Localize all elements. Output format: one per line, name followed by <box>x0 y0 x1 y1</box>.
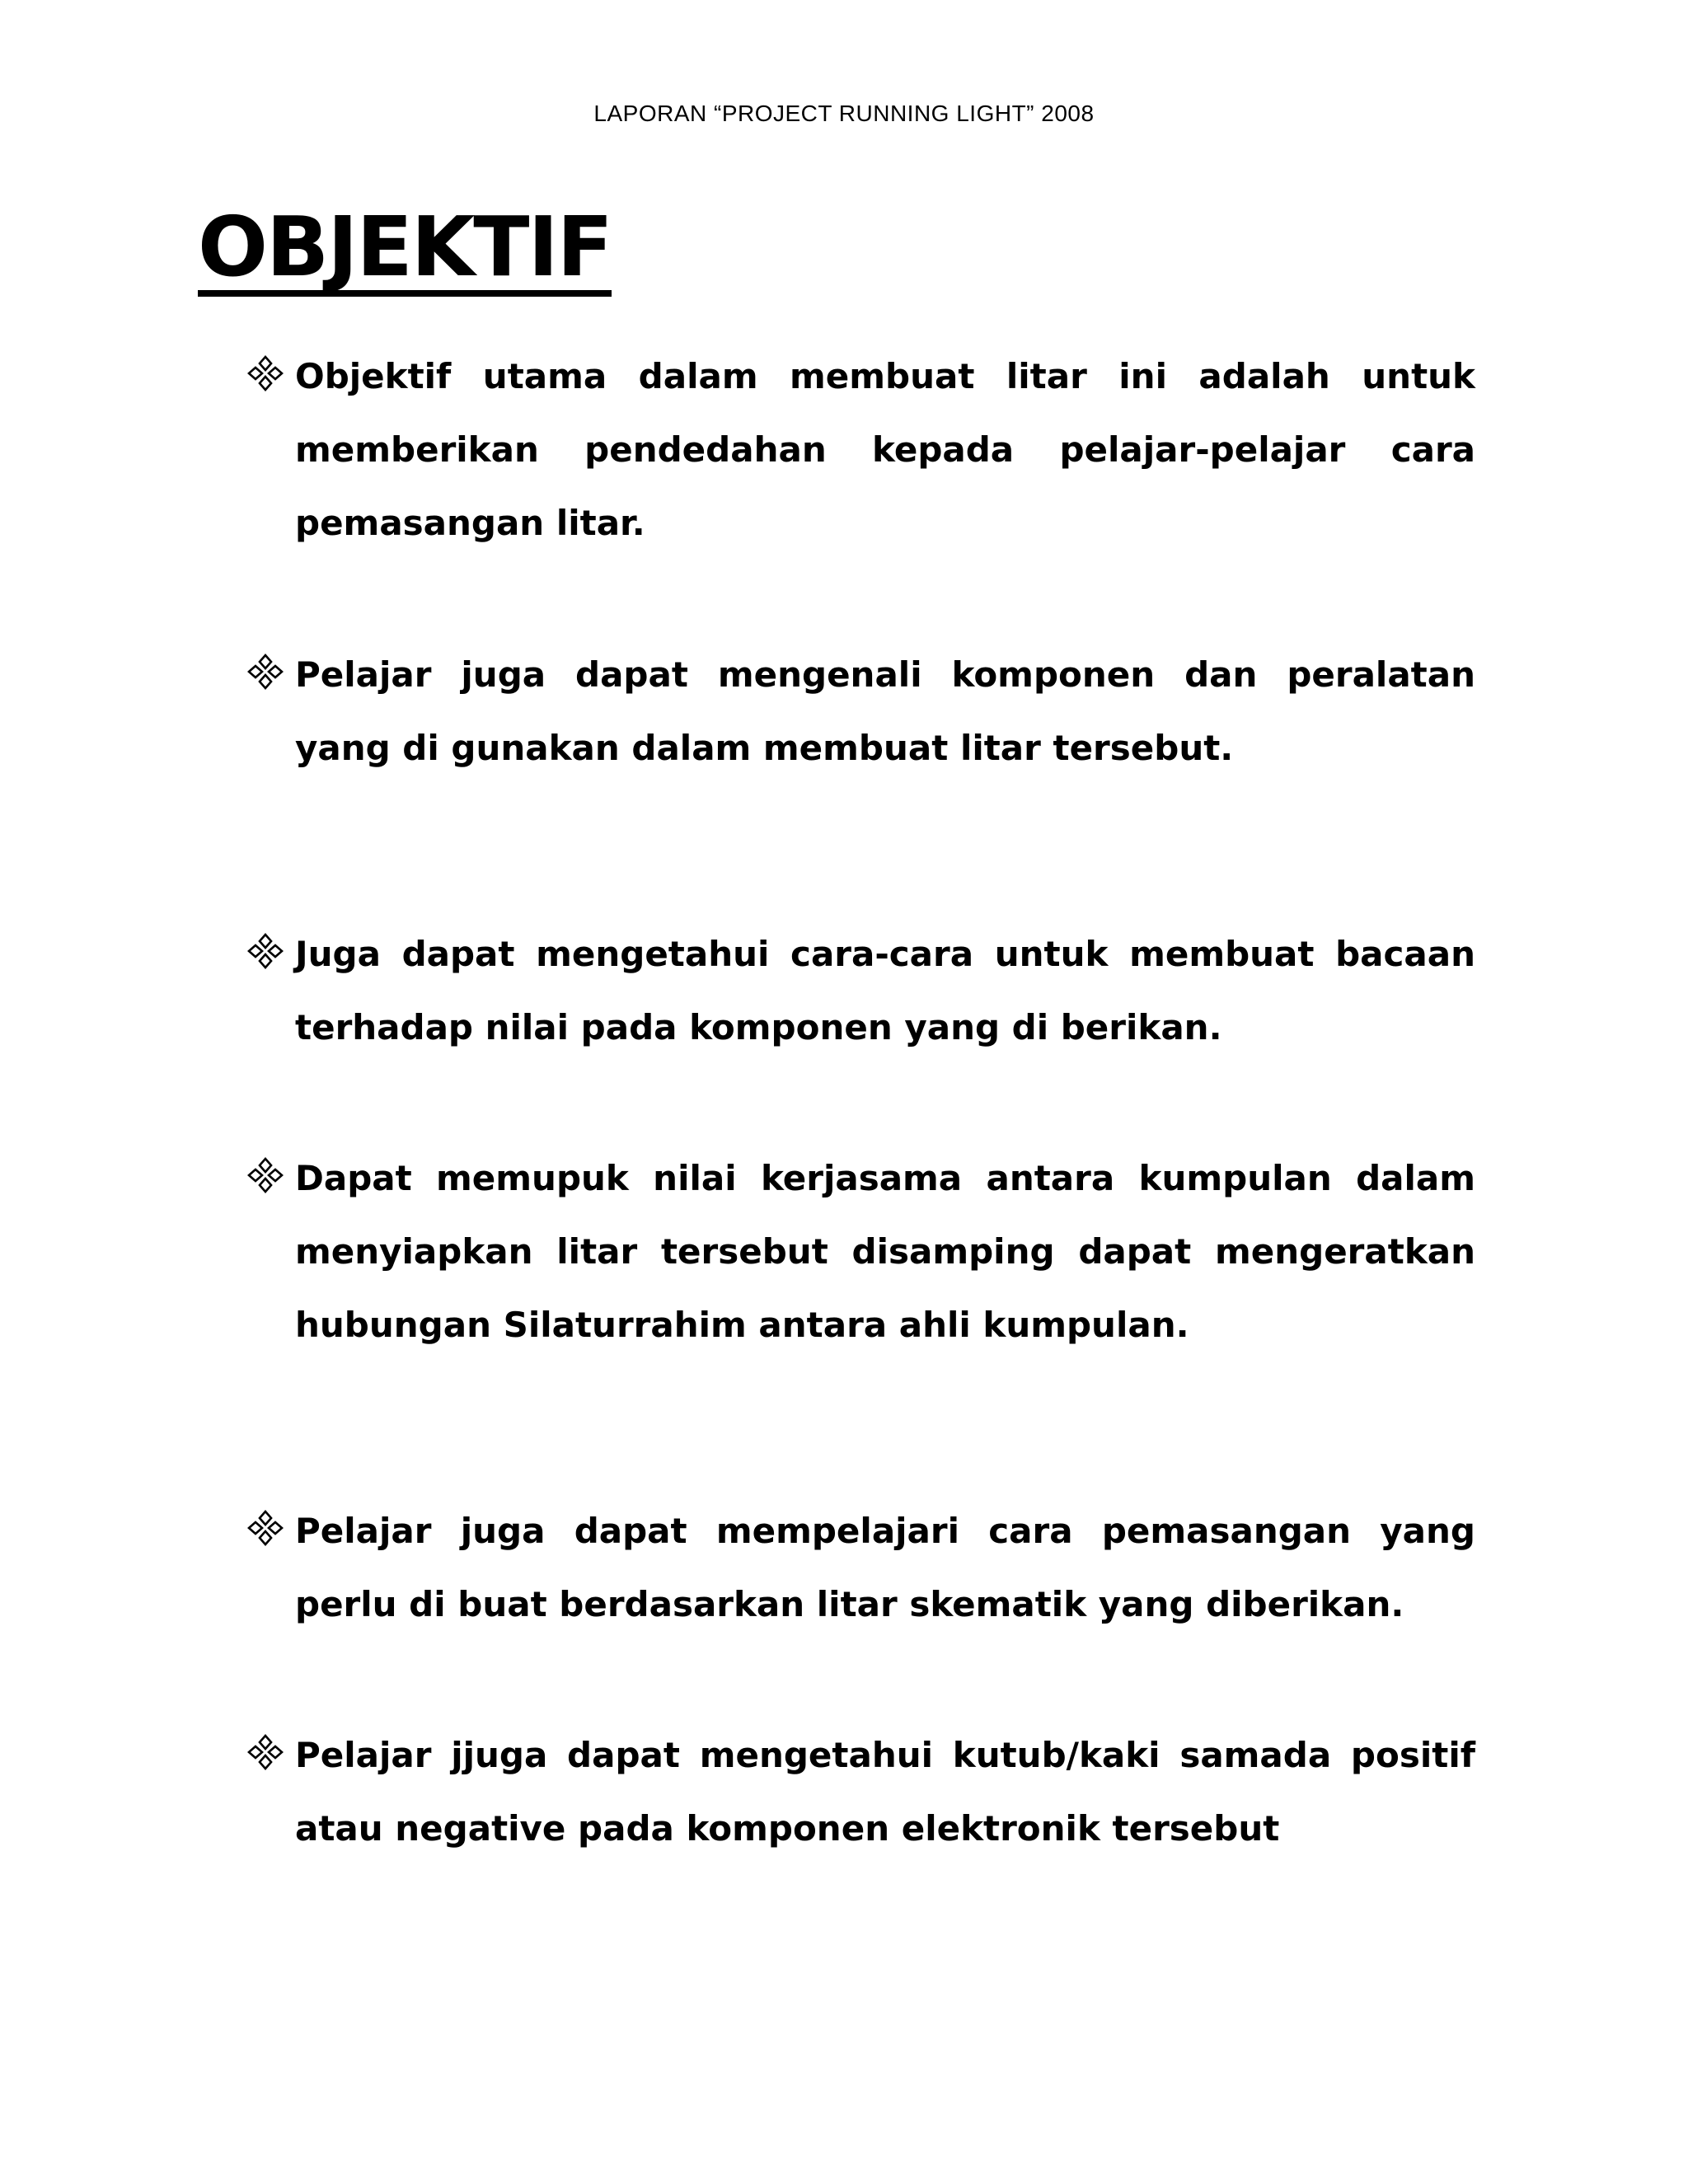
list-item <box>247 340 1475 560</box>
list-item-text: Pelajar jjuga dapat mengetahui kutub/kaki samada positif atau negative pada komponen elektronik tersebut <box>295 1735 1475 1849</box>
four-diamond-bullet-icon <box>247 355 284 391</box>
four-diamond-bullet-icon <box>247 1510 284 1546</box>
list-item-text: Pelajar juga dapat mengenali komponen dan peralatan yang di gunakan dalam membuat litar tersebut. <box>295 654 1475 768</box>
page-header: LAPORAN “PROJECT RUNNING LIGHT” 2008 <box>593 101 1095 126</box>
four-diamond-bullet-icon <box>247 1734 284 1770</box>
list-item-text: Objektif utama dalam membuat litar ini adalah untuk memberikan pendedahan kepada pelajar-pelajar cara pemasangan litar. <box>295 356 1475 543</box>
four-diamond-bullet-icon <box>247 1157 284 1193</box>
list-item <box>247 1718 1475 1865</box>
page-title: OBJEKTIF <box>198 199 612 295</box>
list-item-text: Dapat memupuk nilai kerjasama antara kumpulan dalam menyiapkan litar tersebut disamping dapat mengeratkan hubungan Silaturrahim antara ahli kumpulan. <box>295 1158 1475 1345</box>
four-diamond-bullet-icon <box>247 933 284 969</box>
list-item-text: Juga dapat mengetahui cara-cara untuk membuat bacaan terhadap nilai pada komponen yang di berikan. <box>295 934 1475 1047</box>
list-item <box>247 638 1475 785</box>
list-item-text: Pelajar juga dapat mempelajari cara pemasangan yang perlu di buat berdasarkan litar skematik yang diberikan. <box>295 1511 1475 1624</box>
four-diamond-bullet-icon <box>247 654 284 690</box>
list-item <box>247 917 1475 1064</box>
list-item <box>247 1494 1475 1641</box>
list-item <box>247 1141 1475 1361</box>
